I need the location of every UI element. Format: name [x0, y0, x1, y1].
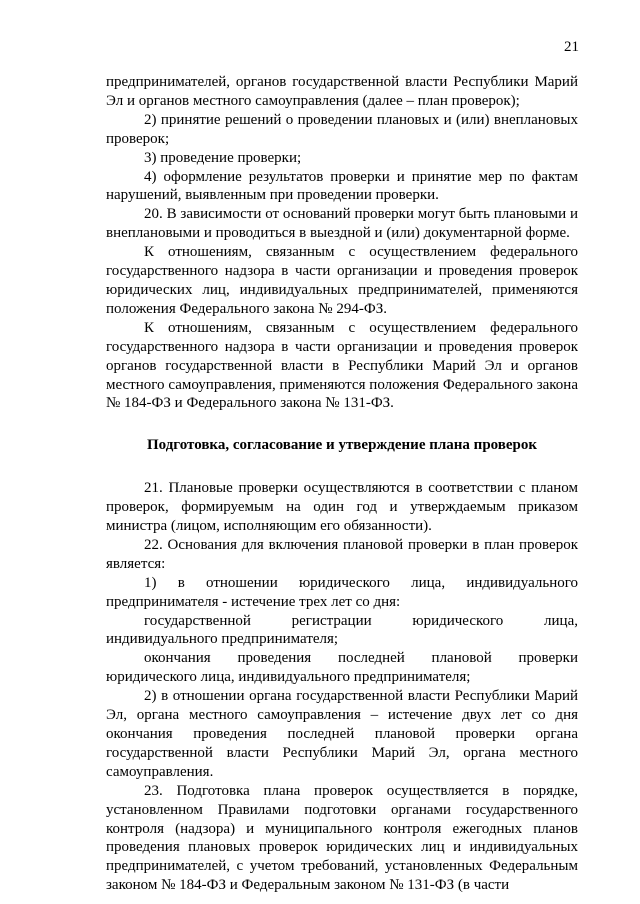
paragraph: 20. В зависимости от оснований проверки могут быть плановыми и внеплановыми и проводиться в выездной и (или) документарной форме. — [106, 206, 578, 242]
section-heading: Подготовка, согласование и утверждение плана проверок — [146, 437, 538, 454]
paragraph: 3) проведение проверки; — [144, 149, 302, 166]
paragraph: государственной регистрации юридического лица, индивидуального предпринимателя; — [106, 612, 578, 648]
paragraph: 23. Подготовка плана проверок осуществляется в порядке, установленном Правилами подготовки органами государственного контроля (надзора) и муниципального контроля ежегодных планов проведения плановых проверок юридических лиц и индивидуальных предпринимателей, с учетом требований, установленных Федеральным законом № 184-ФЗ и Федеральным законом № 131-ФЗ (в части — [106, 782, 578, 894]
paragraph: 21. Плановые проверки осуществляются в соответствии с планом проверок, формируемым на один год и утверждаемым приказом министра (лицом, исполняющим его обязанности). — [106, 480, 578, 535]
paragraph: 2) принятие решений о проведении плановых и (или) внеплановых проверок; — [106, 111, 578, 147]
paragraph: К отношениям, связанным с осуществлением федерального государственного надзора в части организации и проведения проверок юридических лиц, индивидуальных предпринимателей, применяются положения Федерального закона № 294-ФЗ. — [106, 244, 578, 317]
page-number: 21 — [564, 39, 579, 55]
document-body — [106, 73, 578, 895]
paragraph: 4) оформление результатов проверки и принятие мер по фактам нарушений, выявленным при проведении проверки. — [106, 168, 578, 204]
paragraph: 2) в отношении органа государственной власти Республики Марий Эл, органа местного самоуправления – истечение двух лет со дня окончания проведения последней плановой проверки органа государственной власти Республики Марий Эл, органа местного самоуправления. — [106, 688, 578, 780]
section-plan-preparation — [106, 479, 578, 895]
paragraph: предпринимателей, органов государственной власти Республики Марий Эл и органов местного самоуправления (далее – план проверок); — [106, 74, 578, 109]
section-procedures — [106, 73, 578, 413]
paragraph: 22. Основания для включения плановой проверки в план проверок является: — [106, 536, 578, 572]
paragraph: окончания проведения последней плановой проверки юридического лица, индивидуального предпринимателя; — [106, 650, 578, 686]
paragraph: 1) в отношении юридического лица, индивидуального предпринимателя - истечение трех лет со дня: — [106, 574, 578, 610]
paragraph: К отношениям, связанным с осуществлением федерального государственного надзора в части организации и проведения проверок органов государственной власти в Республики Марий Эл и органов местного самоуправления, применяются положения Федерального закона № 184-ФЗ и Федерального закона № 131-ФЗ. — [106, 319, 578, 412]
